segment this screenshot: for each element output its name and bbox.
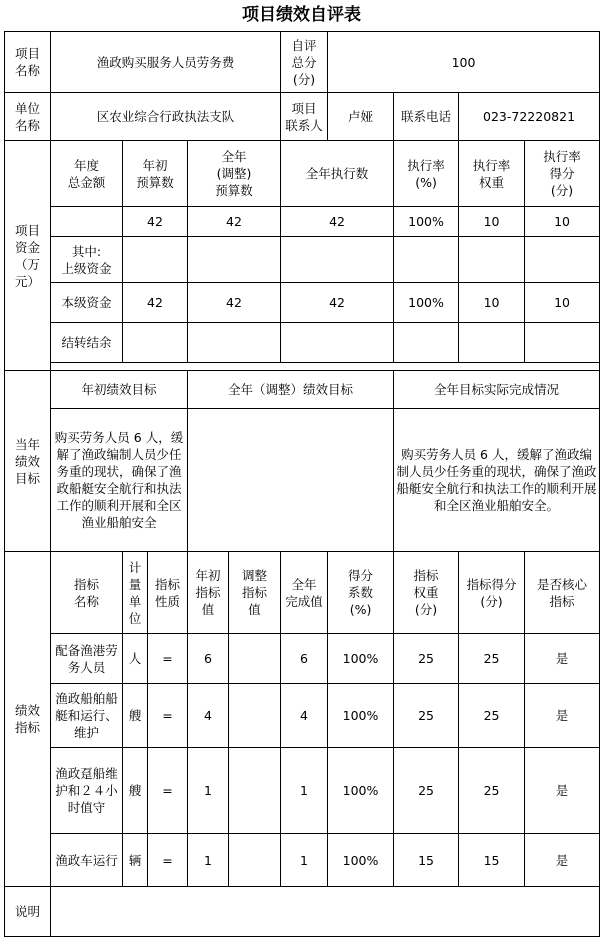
funds-total-weight: 10 [459,207,525,237]
unit-name: 区农业综合行政执法支队 [51,93,281,141]
indicator-core: 是 [525,834,600,887]
self-score-label: 自评 总分 (分) [281,32,328,93]
contact-label: 项目 联系人 [281,93,328,141]
indicator-unit: 艘 [123,684,148,748]
funds-local-initial-budget: 42 [123,283,188,323]
indicator-header-score-coef: 得分 系数 (%) [328,552,394,634]
funds-header-executed: 全年执行数 [281,141,394,207]
indicator-completed-value: 6 [281,634,328,684]
funds-header-weight: 执行率 权重 [459,141,525,207]
indicator-header-completed-value: 全年 完成值 [281,552,328,634]
indicator-initial-value: 1 [188,834,229,887]
initial-goal-header: 年初绩效目标 [51,371,188,409]
funds-carryover-label: 结转结余 [51,323,123,363]
indicator-nature: = [148,634,188,684]
project-name-label: 项目 名称 [5,32,51,93]
funds-total-initial-budget: 42 [123,207,188,237]
indicators-section-label: 绩效 指标 [5,552,51,887]
page-title: 项目绩效自评表 [242,5,361,25]
indicator-completed-value: 4 [281,684,328,748]
indicator-header-name: 指标 名称 [51,552,123,634]
funds-total-executed: 42 [281,207,394,237]
indicator-name: 配备渔港劳务人员 [51,634,123,684]
indicator-initial-value: 1 [188,748,229,834]
indicator-header-core: 是否核心 指标 [525,552,600,634]
funds-local-exec-rate: 100% [394,283,459,323]
goals-section-label: 当年 绩效 目标 [5,371,51,552]
funds-header-initial-budget: 年初 预算数 [123,141,188,207]
indicator-unit: 艘 [123,748,148,834]
indicator-adjusted-value [229,748,281,834]
funds-local-score: 10 [525,283,600,323]
evaluation-table [4,31,600,937]
funds-local-weight: 10 [459,283,525,323]
project-name: 渔政购买服务人员劳务费 [51,32,281,93]
indicator-score-coef: 100% [328,834,394,887]
indicator-initial-value: 6 [188,634,229,684]
indicator-score: 15 [459,834,525,887]
indicator-row [5,684,600,748]
funds-superior-label: 其中: 上级资金 [51,237,123,283]
indicator-row [5,634,600,684]
indicator-nature: = [148,684,188,748]
indicator-core: 是 [525,684,600,748]
funds-total-adjusted-budget: 42 [188,207,281,237]
funds-total-cell [51,207,123,237]
indicator-header-nature: 指标 性质 [148,552,188,634]
indicator-core: 是 [525,748,600,834]
funds-total-score: 10 [525,207,600,237]
indicator-weight: 25 [394,748,459,834]
actual-completion-header: 全年目标实际完成情况 [394,371,600,409]
indicator-name: 渔政船舶船艇和运行、维护 [51,684,123,748]
indicator-weight: 25 [394,634,459,684]
notes-label: 说明 [5,887,51,937]
indicator-nature: = [148,748,188,834]
indicator-row [5,748,600,834]
indicator-score: 25 [459,684,525,748]
indicator-unit: 人 [123,634,148,684]
indicator-weight: 15 [394,834,459,887]
adjusted-goal-header: 全年（调整）绩效目标 [188,371,394,409]
indicator-weight: 25 [394,684,459,748]
indicator-header-score: 指标得分 (分) [459,552,525,634]
funds-section-label: 项目 资金 （万 元） [5,141,51,371]
funds-local-adjusted-budget: 42 [188,283,281,323]
funds-header-adjusted-budget: 全年 (调整) 预算数 [188,141,281,207]
adjusted-goal-text [188,409,394,552]
indicator-completed-value: 1 [281,748,328,834]
unit-label: 单位 名称 [5,93,51,141]
funds-local-label: 本级资金 [51,283,123,323]
funds-header-exec-rate: 执行率 (%) [394,141,459,207]
indicator-row [5,834,600,887]
self-score: 100 [328,32,600,93]
indicator-name: 渔政车运行 [51,834,123,887]
indicator-score: 25 [459,748,525,834]
indicator-adjusted-value [229,834,281,887]
contact-name: 卢娅 [328,93,394,141]
indicator-completed-value: 1 [281,834,328,887]
indicator-initial-value: 4 [188,684,229,748]
indicator-score: 25 [459,634,525,684]
indicator-unit: 辆 [123,834,148,887]
funds-header-total: 年度 总金额 [51,141,123,207]
indicator-core: 是 [525,634,600,684]
indicator-adjusted-value [229,684,281,748]
indicator-adjusted-value [229,634,281,684]
indicator-header-initial-value: 年初 指标 值 [188,552,229,634]
indicator-name: 渔政趸船维护和２４小时值守 [51,748,123,834]
indicator-header-weight: 指标 权重 (分) [394,552,459,634]
phone-label: 联系电话 [394,93,459,141]
indicator-header-adjusted-value: 调整 指标 值 [229,552,281,634]
indicator-nature: = [148,834,188,887]
indicator-header-unit: 计 量 单 位 [123,552,148,634]
notes-content [51,887,600,937]
funds-header-score: 执行率 得分 (分) [525,141,600,207]
initial-goal-text: 购买劳务人员 6 人，缓解了渔政编制人员少任务重的现状，确保了渔政船艇安全航行和执法工作的顺利开展和全区渔业船舶安全 [51,409,188,552]
indicator-score-coef: 100% [328,748,394,834]
funds-total-exec-rate: 100% [394,207,459,237]
indicator-score-coef: 100% [328,634,394,684]
phone-value: 023-72220821 [459,93,600,141]
funds-local-executed: 42 [281,283,394,323]
actual-completion-text: 购买劳务人员 6 人，缓解了渔政编制人员少任务重的现状，确保了渔政船艇安全航行和执法工作的顺利开展和全区渔业船舶安全。 [394,409,600,552]
indicator-score-coef: 100% [328,684,394,748]
